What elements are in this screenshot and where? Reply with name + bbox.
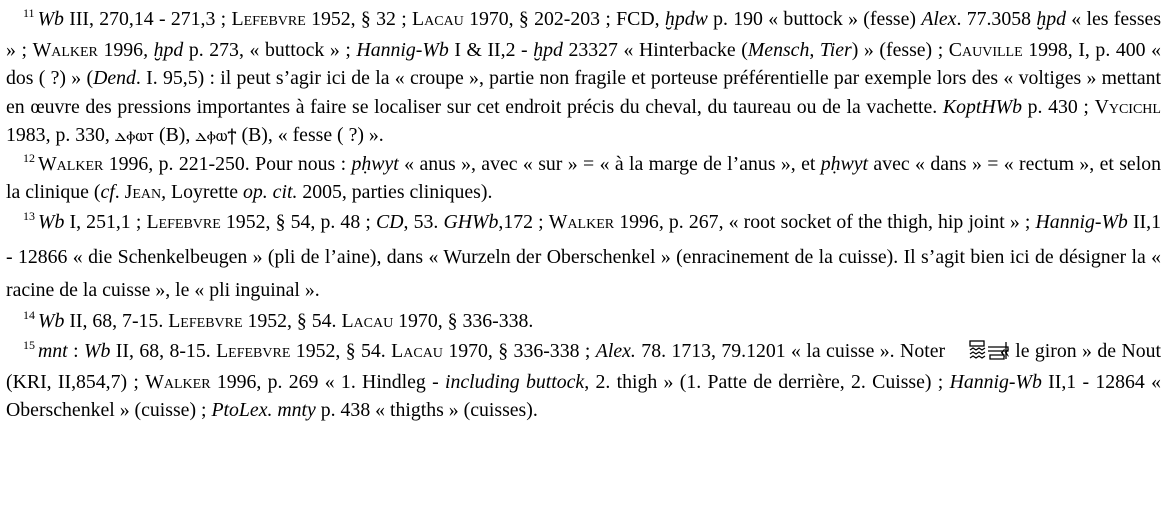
author-name: Lacau — [391, 340, 443, 362]
author-name: CD — [627, 8, 655, 30]
hieroglyph-image — [951, 339, 995, 361]
text-run: I, 251,1 ; — [64, 210, 147, 233]
italic-text: , — [148, 152, 154, 175]
italic-text: Wb — [37, 8, 64, 30]
italic-text: pḥwyt — [351, 152, 399, 175]
author-name: Walker — [548, 210, 615, 233]
text-run: 1952, § 54, p. 48 ; — [220, 210, 376, 233]
footnote-13 — [6, 206, 1161, 307]
text-run: 1996, p. 269 « 1. Hindleg - — [210, 370, 445, 393]
footnote-number: 13 — [23, 208, 35, 223]
text-run: II,1 - 12866 « die Schenkelbeugen » (pli de l’aine), dans « Wurzeln der Oberschenkel » (enracinement de la cuisse). Il s’agit bien ici de désigner la « racine de la cuisse », le « pli inguinal ». — [6, 210, 1161, 301]
italic-text: cf — [100, 181, 115, 203]
text-run: 1996 — [103, 152, 149, 175]
italic-text: Hannig-Wb — [356, 38, 449, 61]
italic-text: ḫpd — [533, 38, 563, 61]
footnote-15 — [6, 337, 1161, 425]
text-run: . I. 95,5) : il peut s’agir ici de la « croupe », partie non fragile et porteuse préférentielle par exemple lors des « voltiges » mettant en œuvre des pressions importantes à faire se localiser sur cet endroit précis du cheval, du taureau ou de la vachette. — [6, 67, 1161, 118]
italic-text: KoptHWb — [942, 95, 1022, 118]
text-run: 1970, § 336-338 ; — [442, 340, 596, 362]
author-name: Lefebvre — [216, 340, 291, 362]
footnote-14 — [6, 307, 1161, 338]
text-run: III, 270,14 - 271,3 ; — [63, 8, 232, 30]
italic-text: pḥwyt — [820, 152, 869, 175]
italic-text: Dend — [93, 67, 136, 89]
coptic-text: ⲇⲫⲱϯ — [195, 126, 237, 146]
italic-text: Wb — [38, 309, 65, 332]
author-name: Lacau — [412, 8, 464, 30]
text-run: 1970, § 336-338. — [393, 309, 534, 332]
italic-text: CD — [376, 210, 404, 233]
text-run: 1983, p. 330, — [6, 124, 115, 146]
italic-text: Hannig-Wb — [1035, 210, 1128, 233]
text-run: : — [67, 340, 84, 362]
text-run: ) » (fesse) ; — [851, 38, 949, 61]
text-run: . 77.3058 — [956, 8, 1037, 30]
author-name: Lefebvre — [231, 8, 306, 30]
footnote-number: 14 — [23, 307, 35, 322]
author-name: Jean — [124, 181, 162, 203]
author-name: Lefebvre — [146, 210, 221, 233]
text-run: , 53. — [403, 210, 444, 233]
italic-text: op. cit. — [243, 181, 298, 203]
author-name: Lacau — [341, 309, 394, 332]
italic-text: Mensch, Tier — [747, 38, 852, 61]
text-run: p. 221-250. Pour nous : — [153, 152, 352, 175]
text-run: II, 68, 7-15. — [64, 309, 169, 332]
text-run: 2005, parties cliniques). — [297, 181, 493, 203]
text-run: p. 190 « buttock » (fesse) — [707, 8, 922, 30]
text-run: « le giron » de Nout (KRI, II,854,7) ; — [6, 340, 1162, 393]
footnote-11 — [6, 5, 1161, 151]
text-run: p. 273, « buttock » ; — [183, 38, 357, 61]
text-run: I & II,2 - — [448, 38, 534, 61]
author-name: Walker — [32, 38, 98, 61]
footnote-text — [38, 310, 533, 332]
text-run: 78. 1713, 79.1201 « la cuisse ». Noter — [635, 340, 951, 362]
text-run: p. 438 « thigths » (cuisses). — [315, 399, 538, 421]
text-run: p. 430 ; — [1022, 95, 1095, 118]
italic-text: , — [161, 181, 167, 203]
footnote-text — [6, 208, 1161, 301]
footnote-text — [6, 340, 1161, 421]
text-run: 1996 — [97, 38, 144, 61]
text-run: . — [114, 181, 125, 203]
italic-text: Hannig-Wb — [949, 370, 1042, 393]
author-name: Walker — [38, 152, 104, 175]
text-run: II,1 - 12864 « Oberschenkel » (cuisse) ; — [6, 370, 1161, 421]
text-run: Loyrette — [166, 181, 243, 203]
text-run: 1998, I, p. 400 « dos ( ?) » ( — [6, 38, 1161, 89]
italic-text: GHWb — [443, 210, 499, 233]
text-run: 1952, § 54. — [290, 340, 392, 362]
text-run: 1952, § 54. — [242, 309, 342, 332]
italic-text: ḫpdw — [664, 8, 708, 30]
author-name: Cauville — [948, 38, 1023, 61]
italic-text: Wb — [84, 340, 111, 362]
coptic-text: ⲇⲫⲱⲧ — [114, 126, 155, 146]
italic-text: , — [658, 210, 664, 233]
text-run: 1970, § 202-203 ; F — [463, 8, 628, 30]
text-run: p. 267, « root socket of the thigh, hip joint » ; — [663, 210, 1036, 233]
author-name: Lefebvre — [168, 309, 243, 332]
text-run: (B), — [154, 124, 196, 146]
italic-text: PtoLex. mnty — [211, 399, 316, 421]
text-run: II, 68, 8-15. — [110, 340, 217, 362]
italic-text: Wb — [38, 210, 65, 233]
text-run: 1996 — [614, 210, 659, 233]
author-name: Vycichl — [1094, 95, 1161, 118]
text-run: avec « dans » = « rectum », et selon la clinique ( — [6, 152, 1161, 203]
italic-text: Alex — [921, 8, 957, 30]
footnote-text — [6, 8, 1161, 146]
footnote-number: 12 — [23, 150, 35, 165]
text-run: (B), « fesse ( ?) ». — [236, 124, 384, 146]
italic-text: , ḫpd — [143, 38, 184, 61]
text-run: « les fesses » ; — [6, 8, 1162, 61]
text-run: ,172 ; — [498, 210, 549, 233]
footnote-text — [6, 150, 1161, 204]
footnote-12 — [6, 151, 1161, 206]
footnote-number: 11 — [23, 6, 35, 20]
text-run: 1952, § 32 ; — [305, 8, 413, 30]
text-run: , 2. thigh » (1. Patte de derrière, 2. Cuisse) ; — [584, 370, 950, 393]
text-run: « anus », avec « sur » = « à la marge de l’anus », et — [398, 152, 821, 175]
italic-text: Alex. — [595, 340, 636, 362]
italic-text: ḫpd — [1036, 8, 1066, 30]
italic-text: including buttock — [444, 370, 585, 393]
text-run: , — [654, 8, 665, 30]
footnote-number: 15 — [23, 338, 35, 352]
italic-text: mnt — [38, 340, 68, 362]
text-run: 23327 « Hinterbacke ( — [562, 38, 748, 61]
author-name: Walker — [145, 370, 211, 393]
